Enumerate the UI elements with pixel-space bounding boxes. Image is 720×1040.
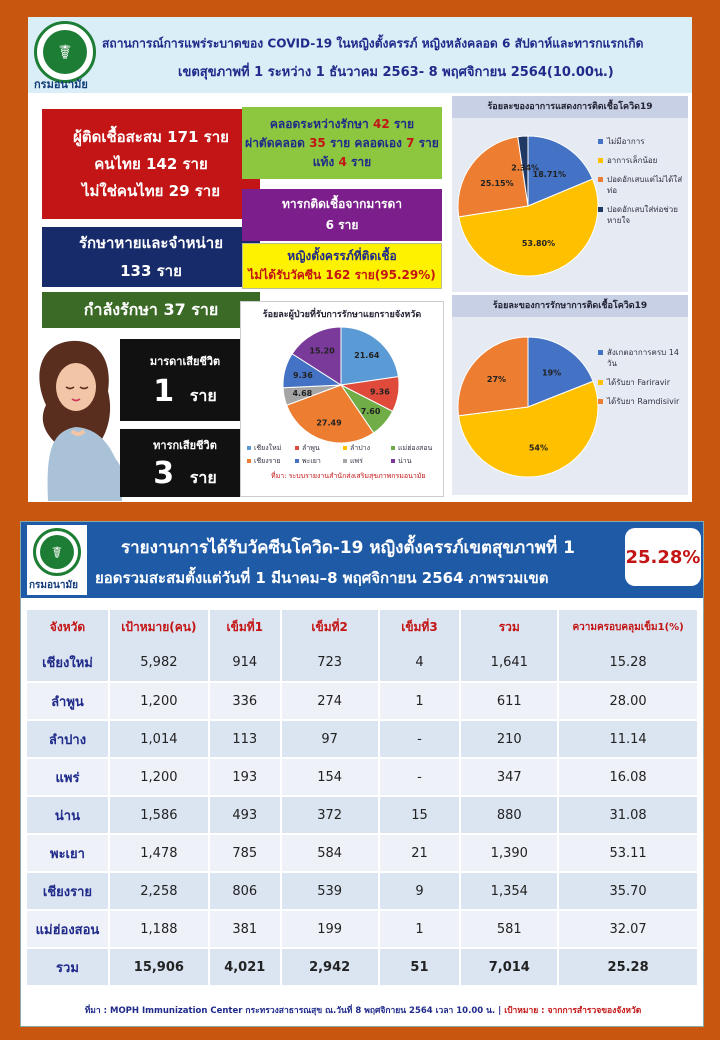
value-cell: 372: [281, 796, 379, 834]
legend-item: [391, 456, 437, 467]
table-row: [27, 682, 698, 720]
value-cell: 381: [209, 910, 281, 948]
legend-item: [247, 443, 293, 454]
source-footer: [27, 1000, 699, 1022]
value-cell: 785: [209, 834, 281, 872]
value-cell: 539: [281, 872, 379, 910]
table-row: [27, 910, 698, 948]
value-cell: 336: [209, 682, 281, 720]
legend-label: เชียงราย: [254, 457, 281, 465]
value-cell: 51: [379, 948, 461, 986]
legend-label: ลำปาง: [350, 444, 371, 452]
value-cell: 53.11: [558, 834, 698, 872]
treatment-pie-title: ร้อยละของการรักษาการติดเชื้อโควิด19: [452, 295, 688, 317]
legend-swatch: [391, 459, 395, 463]
maternal-death-count: 1: [153, 373, 175, 409]
coverage-badge: 25.28%: [625, 528, 701, 586]
logo-card: [27, 525, 87, 595]
legend-swatch: [598, 177, 603, 182]
province-cell: เชียงราย: [27, 872, 109, 910]
pie-slice-label: 7.60: [360, 407, 381, 417]
value-cell: 2,942: [281, 948, 379, 986]
province-cell: แม่ฮ่องสอน: [27, 910, 109, 948]
value-cell: 193: [209, 758, 281, 796]
labor-line1: คลอดระหว่างรักษา 42 ราย: [269, 116, 415, 131]
legend-label: สังเกตอาการครบ 14 วัน: [607, 348, 679, 368]
pregnant-unvaccinated-box: [242, 243, 442, 289]
infant-infected-count: 6 ราย: [325, 218, 359, 232]
value-cell: 15.28: [558, 644, 698, 682]
treatment-pie-chart: [452, 321, 602, 491]
value-cell: 28.00: [558, 682, 698, 720]
value-cell: 5,982: [109, 644, 209, 682]
value-cell: 1,390: [460, 834, 558, 872]
symptom-pie-title: ร้อยละของอาการแสดงการติดเชื้อโควิด19: [452, 96, 688, 118]
table-row: [27, 834, 698, 872]
pie-slice-label: 18.71%: [532, 169, 567, 179]
total-row: [27, 948, 698, 986]
value-cell: 581: [460, 910, 558, 948]
legend-swatch: [598, 380, 603, 385]
pie-slice-label: 27%: [486, 375, 507, 385]
vaccination-report-panel: [20, 521, 704, 1027]
legend-label: แม่ฮ่องสอน: [398, 444, 433, 452]
value-cell: 611: [460, 682, 558, 720]
legend-swatch: [598, 350, 603, 355]
value-cell: 15,906: [109, 948, 209, 986]
covid-situation-panel: [28, 17, 692, 502]
column-header: ความครอบคลุมเข็ม1(%): [558, 610, 698, 644]
value-cell: 1: [379, 910, 461, 948]
legend-label: ไม่มีอาการ: [607, 137, 645, 146]
legend-swatch: [598, 399, 603, 404]
pie-slice-label: 9.36: [293, 370, 313, 380]
value-cell: 35.70: [558, 872, 698, 910]
column-header: จังหวัด: [27, 610, 109, 644]
value-cell: 15: [379, 796, 461, 834]
legend-item: [391, 443, 437, 454]
legend-item: [343, 443, 389, 454]
infant-death-count: 3: [153, 455, 175, 491]
legend-item: [598, 204, 686, 226]
pie-slice: [458, 137, 528, 217]
legend-item: [598, 155, 686, 166]
situation-subtitle: [178, 61, 614, 82]
symptom-pie-chart: [452, 120, 602, 290]
value-cell: 806: [209, 872, 281, 910]
column-header: เข็มที่2: [281, 610, 379, 644]
column-header: เข็มที่1: [209, 610, 281, 644]
value-cell: 9: [379, 872, 461, 910]
legend-item: [295, 456, 341, 467]
value-cell: 1: [379, 682, 461, 720]
treating-count: กำลังรักษา 37 ราย: [83, 299, 219, 319]
value-cell: 97: [281, 720, 379, 758]
legend-swatch: [343, 446, 347, 450]
table-row: [27, 796, 698, 834]
pie-slice-label: 53.80%: [521, 239, 556, 249]
table-row: [27, 644, 698, 682]
value-cell: 347: [460, 758, 558, 796]
legend-swatch: [247, 446, 251, 450]
value-cell: 723: [281, 644, 379, 682]
infant-death-unit: ราย: [189, 467, 217, 487]
pie-slice-label: 25.15%: [480, 179, 514, 189]
value-cell: 199: [281, 910, 379, 948]
value-cell: 880: [460, 796, 558, 834]
treating-box: [42, 292, 260, 328]
target-note: เป้าหมาย : จากการสำรวจของจังหวัด: [504, 1006, 642, 1016]
ministry-logo-icon: ☤: [34, 21, 96, 83]
value-cell: 7,014: [460, 948, 558, 986]
legend-item: [598, 174, 686, 196]
legend-item: [598, 396, 686, 407]
treatment-pie-legend: [598, 347, 686, 415]
legend-swatch: [247, 459, 251, 463]
province-cell: ลำพูน: [27, 682, 109, 720]
value-cell: 4,021: [209, 948, 281, 986]
vaccination-title: รายงานการได้รับวัคซีนโควิด-19 หญิงตั้งครรภ์เขตสุขภาพที่ 1: [121, 538, 575, 558]
recovered-box: [42, 227, 260, 287]
legend-label: พะเยา: [302, 457, 321, 465]
value-cell: 1,354: [460, 872, 558, 910]
legend-item: [598, 347, 686, 369]
region-label: เขตสุขภาพที่ 1: [178, 65, 264, 80]
legend-label: แพร่: [350, 457, 363, 465]
cumulative-total: ผู้ติดเชื้อสะสม 171 ราย: [73, 127, 229, 146]
recovered-count: 133 ราย: [120, 262, 182, 280]
value-cell: 32.07: [558, 910, 698, 948]
legend-item: [598, 136, 686, 147]
value-cell: 2,258: [109, 872, 209, 910]
value-cell: 1,586: [109, 796, 209, 834]
province-cell: พะเยา: [27, 834, 109, 872]
cumulative-infected-box: [42, 109, 260, 219]
symptom-pie-legend: [598, 136, 686, 234]
legend-label: ได้รับยา Ramdisivir: [607, 397, 680, 406]
pie-slice-label: 27.49: [316, 418, 342, 428]
value-cell: 210: [460, 720, 558, 758]
symptom-pie-panel: [452, 96, 688, 292]
province-pie-source: ที่มา: ระบบรายงานสำนักส่งเสริมสุขภาพกรมอนามัย: [271, 472, 426, 480]
province-pie-title: ร้อยละผู้ป่วยที่รับการรักษาแยกรายจังหวัด: [262, 310, 422, 320]
situation-title: สถานการณ์การแพร่ระบาดของ COVID-19 ในหญิงตั้งครรภ์ หญิงหลังคลอด 6 สัปดาห์และทารกแรกเกิด: [102, 37, 644, 52]
province-pie-panel: [240, 301, 444, 497]
legend-swatch: [598, 207, 603, 212]
legend-label: เชียงใหม่: [254, 444, 282, 452]
legend-item: [598, 377, 686, 388]
legend-swatch: [295, 446, 299, 450]
value-cell: 1,188: [109, 910, 209, 948]
legend-label: ลำพูน: [302, 444, 320, 452]
legend-label: ปอดอักเสบแต่ไม่ได้ใส่ท่อ: [607, 175, 683, 195]
legend-swatch: [343, 459, 347, 463]
vaccination-table: [27, 610, 699, 987]
logo-name: กรมอนามัย: [34, 78, 88, 91]
source-text: ที่มา : MOPH Immunization Center กระทรวงสาธารณสุข ณ.วันที่ 8 พฤศจิกายน 2564 เวลา 10.00 น. |: [84, 1006, 505, 1016]
pie-slice-label: 54%: [528, 443, 549, 453]
legend-item: [343, 456, 389, 467]
vaccination-header: [21, 522, 704, 598]
legend-item: [247, 456, 293, 467]
legend-swatch: [391, 446, 395, 450]
value-cell: 113: [209, 720, 281, 758]
value-cell: -: [379, 720, 461, 758]
pie-slice-label: 9.36: [370, 387, 390, 397]
date-range: ระหว่าง 1 ธันวาคม 2563- 8 พฤศจิกายน 2564(10.00น.): [267, 65, 614, 80]
table-header-row: [27, 610, 698, 644]
table-row: [27, 872, 698, 910]
value-cell: 584: [281, 834, 379, 872]
pie-slice-label: 19%: [542, 368, 562, 378]
column-header: รวม: [460, 610, 558, 644]
value-cell: 1,200: [109, 758, 209, 796]
value-cell: 493: [209, 796, 281, 834]
province-pie-chart: [241, 321, 443, 443]
value-cell: -: [379, 758, 461, 796]
pregnant-infected-label: หญิงตั้งครรภ์ที่ติดเชื้อ: [287, 249, 397, 263]
labor-line3: แท้ง 4 ราย: [312, 154, 372, 169]
legend-swatch: [598, 139, 603, 144]
value-cell: 25.28: [558, 948, 698, 986]
maternal-death-unit: ราย: [189, 385, 217, 405]
value-cell: 274: [281, 682, 379, 720]
pie-slice-label: 15.20: [309, 346, 335, 356]
infant-infected-box: [242, 189, 442, 241]
cumulative-non-thai: ไม่ใช่คนไทย 29 ราย: [81, 181, 221, 200]
legend-swatch: [598, 158, 603, 163]
legend-label: ได้รับยา Fariravir: [607, 378, 671, 387]
table-row: [27, 758, 698, 796]
value-cell: 1,014: [109, 720, 209, 758]
column-header: เป้าหมาย(คน): [109, 610, 209, 644]
column-header: เข็มที่3: [379, 610, 461, 644]
labor-box: [242, 107, 442, 179]
pregnant-woman-illustration: [28, 335, 124, 501]
legend-label: น่าน: [398, 457, 412, 465]
value-cell: 1,478: [109, 834, 209, 872]
province-pie-legend: [241, 443, 443, 467]
maternal-death-label: มารดาเสียชีวิต: [149, 354, 221, 368]
pregnant-unvaccinated-count: ไม่ได้รับวัคซีน 162 ราย(95.29%): [248, 268, 436, 282]
infant-death-box: [120, 429, 250, 497]
table-row: [27, 720, 698, 758]
ministry-logo-icon: ☤: [33, 528, 81, 576]
value-cell: 21: [379, 834, 461, 872]
value-cell: 1,641: [460, 644, 558, 682]
value-cell: 16.08: [558, 758, 698, 796]
pie-slice-label: 2.34%: [511, 163, 540, 173]
province-cell: น่าน: [27, 796, 109, 834]
province-cell: แพร่: [27, 758, 109, 796]
province-cell: เชียงใหม่: [27, 644, 109, 682]
value-cell: 1,200: [109, 682, 209, 720]
labor-line2: ผ่าตัดคลอด 35 ราย คลอดเอง 7 ราย: [245, 135, 439, 150]
legend-swatch: [295, 459, 299, 463]
value-cell: 154: [281, 758, 379, 796]
infant-death-label: ทารกเสียชีวิต: [153, 438, 217, 452]
maternal-death-box: [120, 339, 250, 421]
value-cell: 11.14: [558, 720, 698, 758]
value-cell: 914: [209, 644, 281, 682]
value-cell: 31.08: [558, 796, 698, 834]
value-cell: 4: [379, 644, 461, 682]
vaccination-subtitle: ยอดรวมสะสมตั้งแต่วันที่ 1 มีนาคม–8 พฤศจิกายน 2564 ภาพรวมเขต: [95, 569, 549, 587]
infant-infected-label: ทารกติดเชื้อจากมารดา: [281, 197, 403, 211]
pie-slice-label: 21.64: [354, 351, 380, 361]
province-cell: รวม: [27, 948, 109, 986]
treatment-pie-panel: [452, 295, 688, 495]
legend-label: อาการเล็กน้อย: [607, 156, 658, 165]
province-cell: ลำปาง: [27, 720, 109, 758]
logo-name: กรมอนามัย: [29, 580, 78, 591]
legend-label: ปอดอักเสบใส่ท่อช่วยหายใจ: [607, 205, 678, 225]
legend-item: [295, 443, 341, 454]
cumulative-thai: คนไทย 142 ราย: [94, 154, 208, 173]
situation-header: [28, 17, 692, 93]
pie-slice-label: 4.68: [292, 388, 313, 398]
recovered-label: รักษาหายและจำหน่าย: [78, 234, 224, 252]
